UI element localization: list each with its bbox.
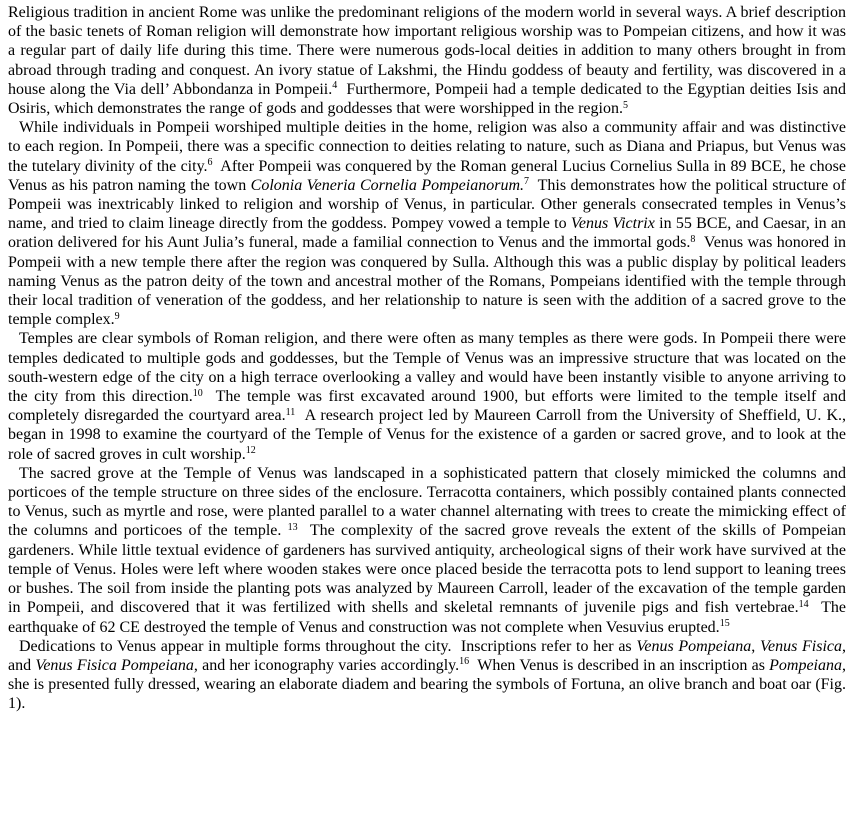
footnote-reference: 4	[332, 80, 338, 92]
text-run: Dedications to Venus appear in multiple forms throughout the city. Inscriptions refer to her as	[19, 637, 637, 655]
paragraph-community-worship-venus	[8, 118, 846, 329]
text-run: Venus was honored in Pompeii with a new temple there after the region was conquered by Sulla. Although this was a public display by political leaders naming Venus as the patron deity of the town and ancestral mother of the Romans, Pompeians identified with the temple through their local tradition of veneration of the goddess, and her relationship to nature is seen with the addition of a sacred grove to the temple complex.	[8, 234, 847, 329]
footnote-reference: 8	[690, 233, 696, 245]
footnote-reference: 15	[719, 618, 730, 629]
footnote-reference: 6	[207, 157, 213, 169]
paragraph-dedications-to-venus	[8, 637, 846, 714]
text-run: While individuals in Pompeii worshiped multiple deities in the home, religion was also a community affair and was distinctive to each region. In Pompeii, there was a specific connection to deities relating to nature, such as Diana and Priapus, but Venus was the tutelary divinity of the city.	[8, 119, 846, 175]
text-run: Temples are clear symbols of Roman religion, and there were often as many temples as there were gods. In Pompeii there were temples dedicated to multiple gods and goddesses, but the Temple of Venus was an impressive structure that was located on the south-western edge of the city on a high terrace overlooking a valley and would have been instantly visible to anyone arriving to the city from this direction.	[8, 330, 846, 406]
text-run: The sacred grove at the Temple of Venus was landscaped in a sophisticated pattern that closely mimicked the columns and porticoes of the temple structure on three sides of the enclosure. Terracotta containers, which possibly contained plants connected to Venus, such as myrtle and rose, were planted parallel to a water channel alternating with trees to create the mimicking effect of the columns and porticoes of the temple.	[8, 464, 846, 540]
italic-text-run: Venus Fisica	[760, 637, 843, 655]
text-run: in 55 BCE, and Caesar, in an oration delivered for his Aunt Julia’s funeral, made a familial connection to Venus and the immortal gods.	[8, 215, 846, 252]
italic-text-run: Pompeiana	[769, 656, 842, 674]
text-run: Religious tradition in ancient Rome was unlike the predominant religions of the modern world in several ways. A brief description of the basic tenets of Roman religion will demonstrate how important religious worship was to Pompeian citizens, and how it was a regular part of daily life during this time. There were numerous gods-local deities in addition to many others brought in from abroad through trading and conquest. An ivory statue of Lakshmi, the Hindu goddess of beauty and fertility, was discovered in a house along the Via dell’ Abbondanza in Pompeii.	[8, 4, 846, 98]
footnote-reference: 14	[798, 598, 809, 610]
footnote-reference: 9	[114, 310, 120, 322]
footnote-reference: 10	[192, 387, 203, 399]
footnote-reference: 5	[622, 99, 628, 111]
text-run: , and	[8, 637, 847, 674]
text-run: , she is presented fully dressed, wearing an elaborate diadem and bearing the symbols of Fortuna, an olive branch and boat oar (Fig. 1).	[8, 656, 846, 713]
text-run: The complexity of the sacred grove reveals the extent of the skills of Pompeian gardeners. While little textual evidence of gardeners has survived antiquity, archeological signs of their work have survived at the temple of Venus. Holes were left where wooden stakes were once placed beside the terracotta pots to lend support to leaning trees or bushes. The soil from inside the planting pots was analyzed by Maureen Carroll, leader of the excavation of the temple garden in Pompeii, and discovered that it was fertilized with shells and skeletal remnants of juvenile pigs and fish vertebrae.	[8, 522, 846, 617]
italic-text-run: Colonia Veneria Cornelia Pompeianorum.	[250, 176, 524, 194]
text-run: A research project led by Maureen Carroll from the University of Sheffield, U. K., began in 1998 to examine the courtyard of the Temple of Venus for the existence of a garden or sacred grove, and to look at the role of sacred groves in cult worship.	[8, 407, 847, 463]
text-run: After Pompeii was conquered by the Roman general Lucius Cornelius Sulla in 89 BCE, he chose Venus as his patron naming the town	[8, 157, 846, 194]
italic-text-run: Venus Victrix	[570, 215, 655, 233]
text-run: The earthquake of 62 CE destroyed the temple of Venus and construction was not complete when Vesuvius erupted.	[8, 599, 846, 636]
footnote-reference: 7	[524, 176, 529, 188]
paragraph-temples-excavation	[8, 329, 846, 463]
text-run: The temple was first excavated around 1900, but efforts were limited to the temple itself and completely disregarded the courtyard area.	[8, 388, 847, 425]
paragraph-roman-religion-intro	[8, 3, 846, 118]
italic-text-run: Venus Pompeiana	[636, 637, 752, 655]
footnote-reference: 11	[285, 406, 296, 418]
text-run: Furthermore, Pompeii had a temple dedicated to the Egyptian deities Isis and Osiris, which demonstrates the range of gods and goddesses that were worshipped in the region.	[8, 80, 846, 118]
italic-text-run: Venus Fisica Pompeiana	[35, 656, 194, 674]
footnote-reference: 13	[287, 521, 298, 533]
text-run: This demonstrates how the political structure of Pompeii was inextricably linked to religion and worship of Venus, in particular. Other generals consecrated temples in Venus’s name, and tried to claim lineage directly from the goddess. Pompey vowed a temple to	[8, 176, 846, 233]
text-run: , and her iconography varies accordingly.	[193, 656, 460, 674]
footnote-reference: 16	[459, 656, 470, 668]
text-run: When Venus is described in an inscription as	[469, 656, 770, 674]
text-run: ,	[751, 637, 760, 655]
footnote-reference: 12	[245, 445, 256, 457]
paragraph-sacred-grove	[8, 464, 846, 637]
